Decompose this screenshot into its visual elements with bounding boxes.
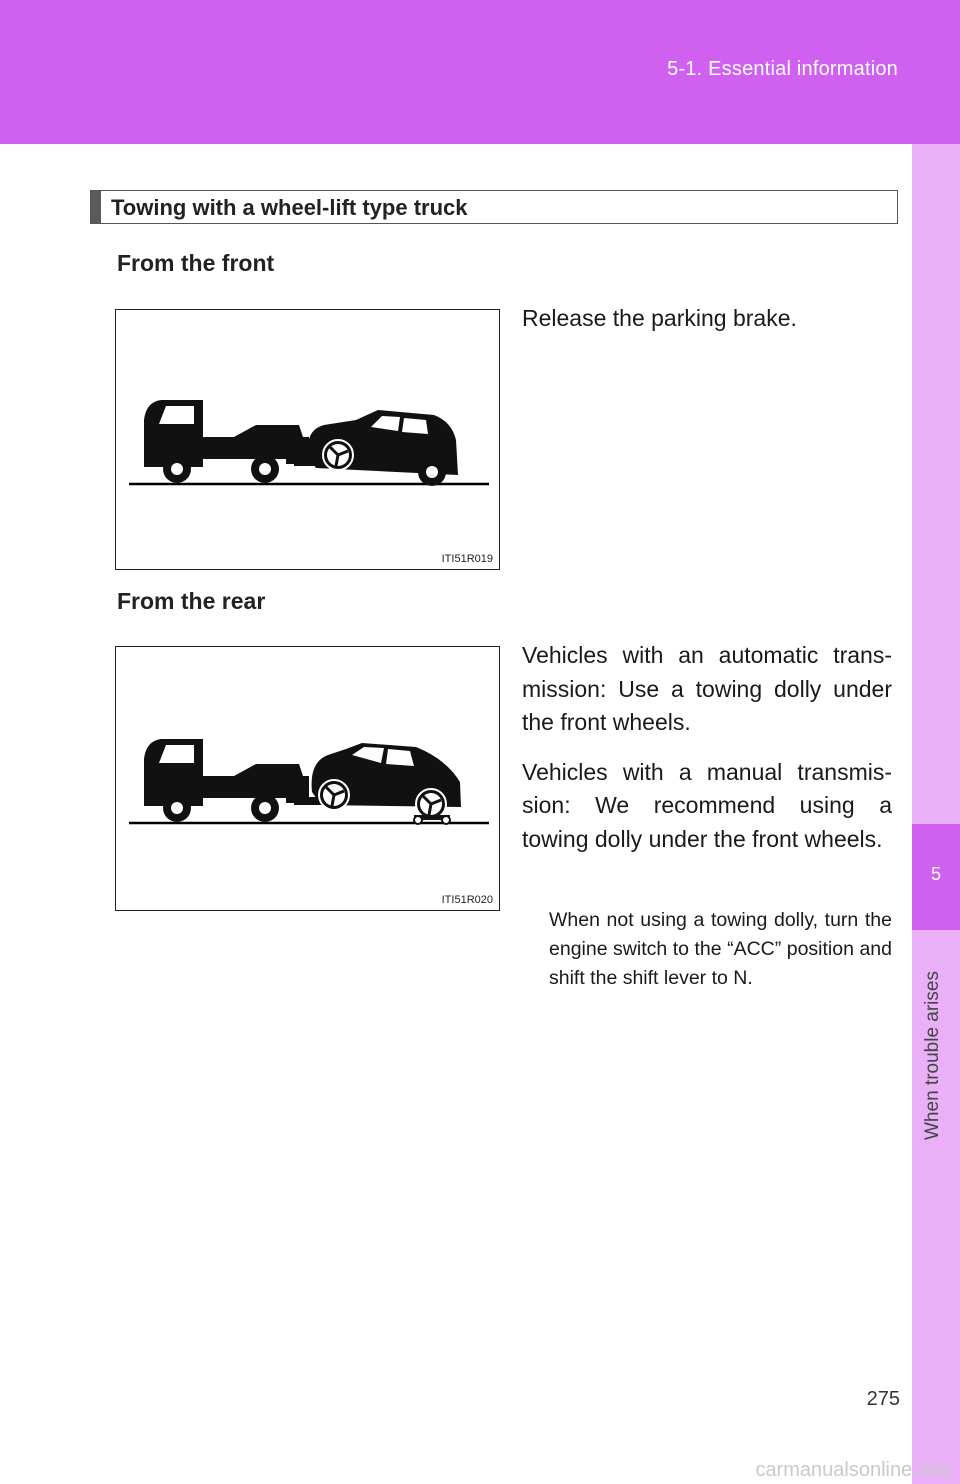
header-section-title: 5-1. Essential information [667,58,898,80]
rear-heading: From the rear [117,588,266,614]
page-number: 275 [866,1388,900,1410]
page-header [0,0,960,144]
front-tow-figure [115,309,500,570]
front-figure-code: ITI51R019 [441,553,493,565]
rear-figure-code: ITI51R020 [441,894,493,906]
watermark-text: carmanualsonline.info [755,1459,950,1481]
front-tow-illustration [116,310,501,571]
chapter-side-tab [912,144,960,1484]
front-instruction-text: Release the parking brake. [522,305,797,331]
front-instructions [522,302,892,352]
front-heading: From the front [117,250,275,276]
rear-note: When not using a towing dolly, turn the engine switch to the “ACC” position and shift the shift lever to N. [549,909,892,989]
section-title-box [90,190,898,224]
section-title: Towing with a wheel-lift type truck [111,195,468,220]
chapter-number: 5 [930,864,941,884]
chapter-title: When trouble arises [922,971,943,1140]
rear-automatic-text: Vehicles with an automatic trans-mission: Use a towing dolly under the front wheels. [522,642,892,735]
rear-tow-illustration [116,647,501,912]
rear-manual-text: Vehicles with a manual transmis-sion: We recommend using a towing dolly under the front wheels. [522,758,892,852]
rear-tow-figure [115,646,500,911]
rear-instructions [522,639,892,872]
section-title-bar [91,191,101,223]
